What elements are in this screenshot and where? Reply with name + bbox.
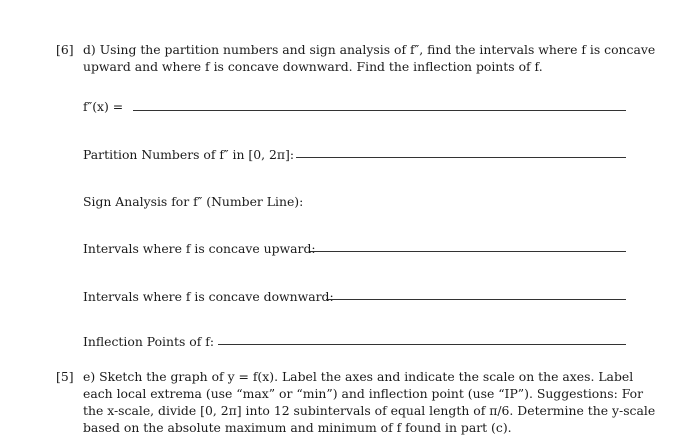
part-d-line-1: d) Using the partition numbers and sign analysis of f″, find the intervals where f is concave <box>83 42 656 57</box>
inflection-points-answer-line[interactable] <box>218 344 626 345</box>
part-d-points: [6] <box>56 42 74 57</box>
sign-analysis-label: Sign Analysis for f″ (Number Line): <box>83 194 304 209</box>
part-e-line-2: each local extrema (use “max” or “min”) and inflection point (use “IP”). Suggestions: For <box>83 386 644 401</box>
concave-up-label: Intervals where f is concave upward: <box>83 241 316 256</box>
partition-numbers-answer-line[interactable] <box>296 157 626 158</box>
concave-down-label: Intervals where f is concave downward: <box>83 289 334 304</box>
part-e-line-1: e) Sketch the graph of y = f(x). Label the axes and indicate the scale on the axes. Label <box>83 369 634 384</box>
part-e-line-4: based on the absolute maximum and minimum of f found in part (c). <box>83 420 512 435</box>
concave-up-answer-line[interactable] <box>310 251 626 252</box>
concave-down-answer-line[interactable] <box>326 299 626 300</box>
part-e-line-3: the x-scale, divide [0, 2π] into 12 subintervals of equal length of π/6. Determine the y-scale <box>83 403 656 418</box>
part-d-line-2: upward and where f is concave downward. Find the inflection points of f. <box>83 59 543 74</box>
second-derivative-answer-line[interactable] <box>133 110 626 111</box>
partition-numbers-label: Partition Numbers of f″ in [0, 2π]: <box>83 147 295 162</box>
second-derivative-label: f″(x) = <box>83 99 124 114</box>
inflection-points-label: Inflection Points of f: <box>83 334 214 349</box>
part-e-points: [5] <box>56 369 74 384</box>
